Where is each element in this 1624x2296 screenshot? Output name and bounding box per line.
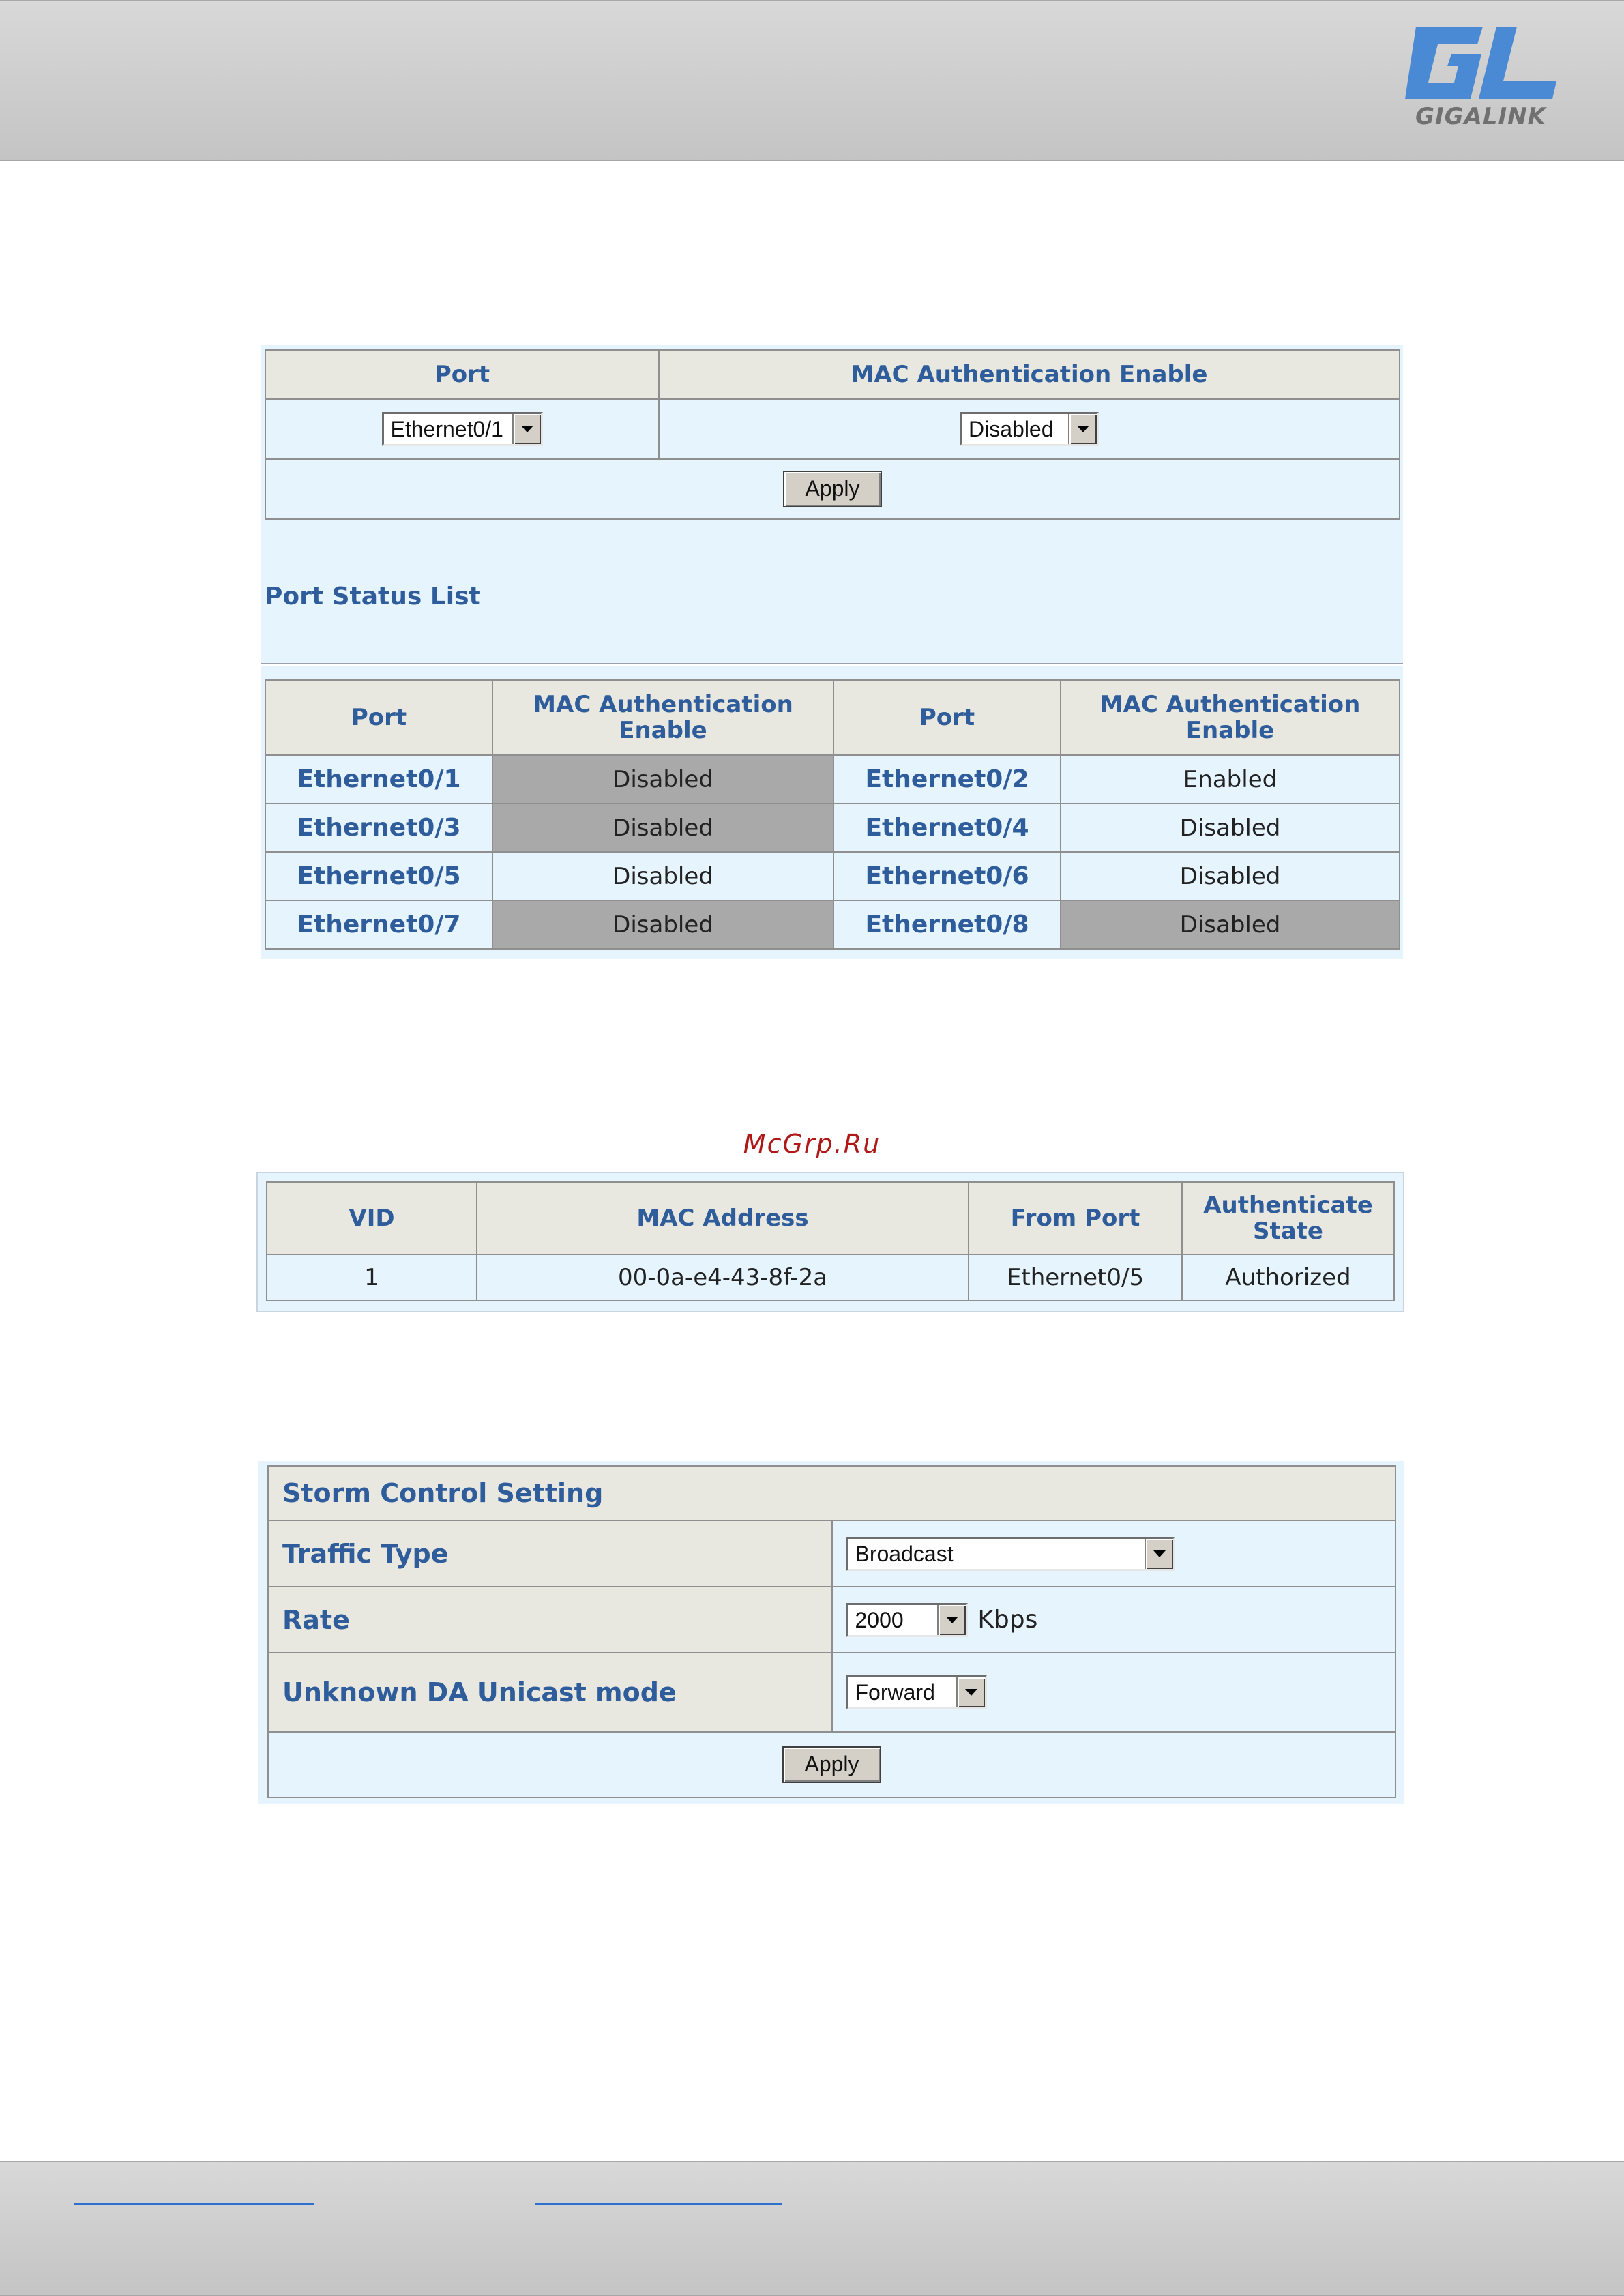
chevron-down-icon[interactable] bbox=[937, 1605, 966, 1635]
storm-apply-row bbox=[268, 1732, 1396, 1797]
page-header bbox=[0, 0, 1624, 161]
unknown-da-cell bbox=[832, 1653, 1396, 1732]
port-name: Ethernet0/8 bbox=[833, 900, 1061, 949]
gigalink-logo bbox=[1396, 21, 1566, 130]
port-name: Ethernet0/3 bbox=[265, 804, 492, 852]
port-state: Disabled bbox=[1061, 900, 1400, 949]
port-column-header: Port bbox=[265, 350, 659, 399]
mac-auth-config-table bbox=[265, 349, 1400, 520]
watermark: McGrp.Ru bbox=[743, 1129, 881, 1159]
rate-unit: Kbps bbox=[977, 1606, 1038, 1634]
port-select-value: Ethernet0/1 bbox=[390, 417, 503, 441]
chevron-down-icon[interactable] bbox=[956, 1677, 985, 1707]
port-state: Enabled bbox=[1061, 755, 1400, 804]
port-name: Ethernet0/1 bbox=[265, 755, 492, 804]
mac-cell: 00-0a-e4-43-8f-2a bbox=[477, 1254, 969, 1301]
port-select-cell bbox=[265, 399, 659, 459]
auth-state-cell: Authorized bbox=[1182, 1254, 1394, 1301]
port-name: Ethernet0/7 bbox=[265, 900, 492, 949]
mac-auth-enable-select[interactable] bbox=[960, 412, 1099, 446]
mac-auth-panel bbox=[261, 345, 1403, 959]
rate-cell bbox=[832, 1587, 1396, 1653]
table-row bbox=[265, 755, 1400, 804]
port-name: Ethernet0/2 bbox=[833, 755, 1061, 804]
mac-address-panel bbox=[256, 1172, 1404, 1312]
status-enable-header-b: MAC Authentication Enable bbox=[1061, 680, 1400, 755]
traffic-type-label: Traffic Type bbox=[268, 1520, 832, 1587]
traffic-type-value: Broadcast bbox=[855, 1541, 954, 1566]
port-name: Ethernet0/6 bbox=[833, 852, 1061, 900]
apply-row bbox=[265, 459, 1400, 519]
port-state: Disabled bbox=[492, 852, 833, 900]
apply-button[interactable]: Apply bbox=[783, 471, 881, 507]
port-name: Ethernet0/4 bbox=[833, 804, 1061, 852]
rate-label: Rate bbox=[268, 1587, 832, 1653]
port-state: Disabled bbox=[492, 755, 833, 804]
traffic-type-select[interactable] bbox=[846, 1537, 1175, 1571]
divider bbox=[261, 663, 1403, 666]
enable-select-cell bbox=[659, 399, 1400, 459]
table-row bbox=[265, 804, 1400, 852]
storm-control-title: Storm Control Setting bbox=[268, 1466, 1396, 1520]
vid-header: VID bbox=[267, 1182, 477, 1254]
status-port-header-b: Port bbox=[833, 680, 1061, 755]
table-row bbox=[267, 1254, 1394, 1301]
status-port-header-a: Port bbox=[265, 680, 492, 755]
authenticate-state-header: Authenticate State bbox=[1182, 1182, 1394, 1254]
rate-select[interactable] bbox=[846, 1603, 968, 1637]
chevron-down-icon[interactable] bbox=[512, 414, 541, 444]
footer-link-right[interactable] bbox=[535, 2164, 782, 2205]
port-state: Disabled bbox=[1061, 852, 1400, 900]
port-state: Disabled bbox=[492, 900, 833, 949]
enable-select-value: Disabled bbox=[969, 417, 1054, 441]
logo-text: GIGALINK bbox=[1415, 103, 1546, 130]
rate-value: 2000 bbox=[855, 1607, 904, 1632]
mac-address-header: MAC Address bbox=[477, 1182, 969, 1254]
storm-apply-button[interactable]: Apply bbox=[782, 1746, 881, 1783]
port-status-title: Port Status List bbox=[265, 583, 481, 610]
vid-cell: 1 bbox=[267, 1254, 477, 1301]
port-select[interactable] bbox=[382, 412, 543, 446]
mac-address-table bbox=[266, 1181, 1395, 1301]
unknown-da-select[interactable] bbox=[846, 1675, 987, 1709]
unknown-da-value: Forward bbox=[855, 1680, 935, 1705]
chevron-down-icon[interactable] bbox=[1145, 1539, 1173, 1569]
traffic-type-cell bbox=[832, 1520, 1396, 1587]
footer-link-left[interactable] bbox=[74, 2164, 314, 2205]
storm-control-panel bbox=[258, 1461, 1404, 1804]
port-name: Ethernet0/5 bbox=[265, 852, 492, 900]
port-state: Disabled bbox=[492, 804, 833, 852]
table-row bbox=[265, 900, 1400, 949]
port-status-table bbox=[265, 679, 1400, 950]
table-row bbox=[265, 852, 1400, 900]
mac-auth-column-header: MAC Authentication Enable bbox=[659, 350, 1400, 399]
storm-control-table bbox=[267, 1465, 1396, 1798]
port-state: Disabled bbox=[1061, 804, 1400, 852]
gl-logo-icon bbox=[1396, 21, 1566, 110]
status-enable-header-a: MAC Authentication Enable bbox=[492, 680, 833, 755]
chevron-down-icon[interactable] bbox=[1068, 414, 1097, 444]
from-port-header: From Port bbox=[969, 1182, 1182, 1254]
unknown-da-label: Unknown DA Unicast mode bbox=[268, 1653, 832, 1732]
from-port-cell: Ethernet0/5 bbox=[969, 1254, 1182, 1301]
